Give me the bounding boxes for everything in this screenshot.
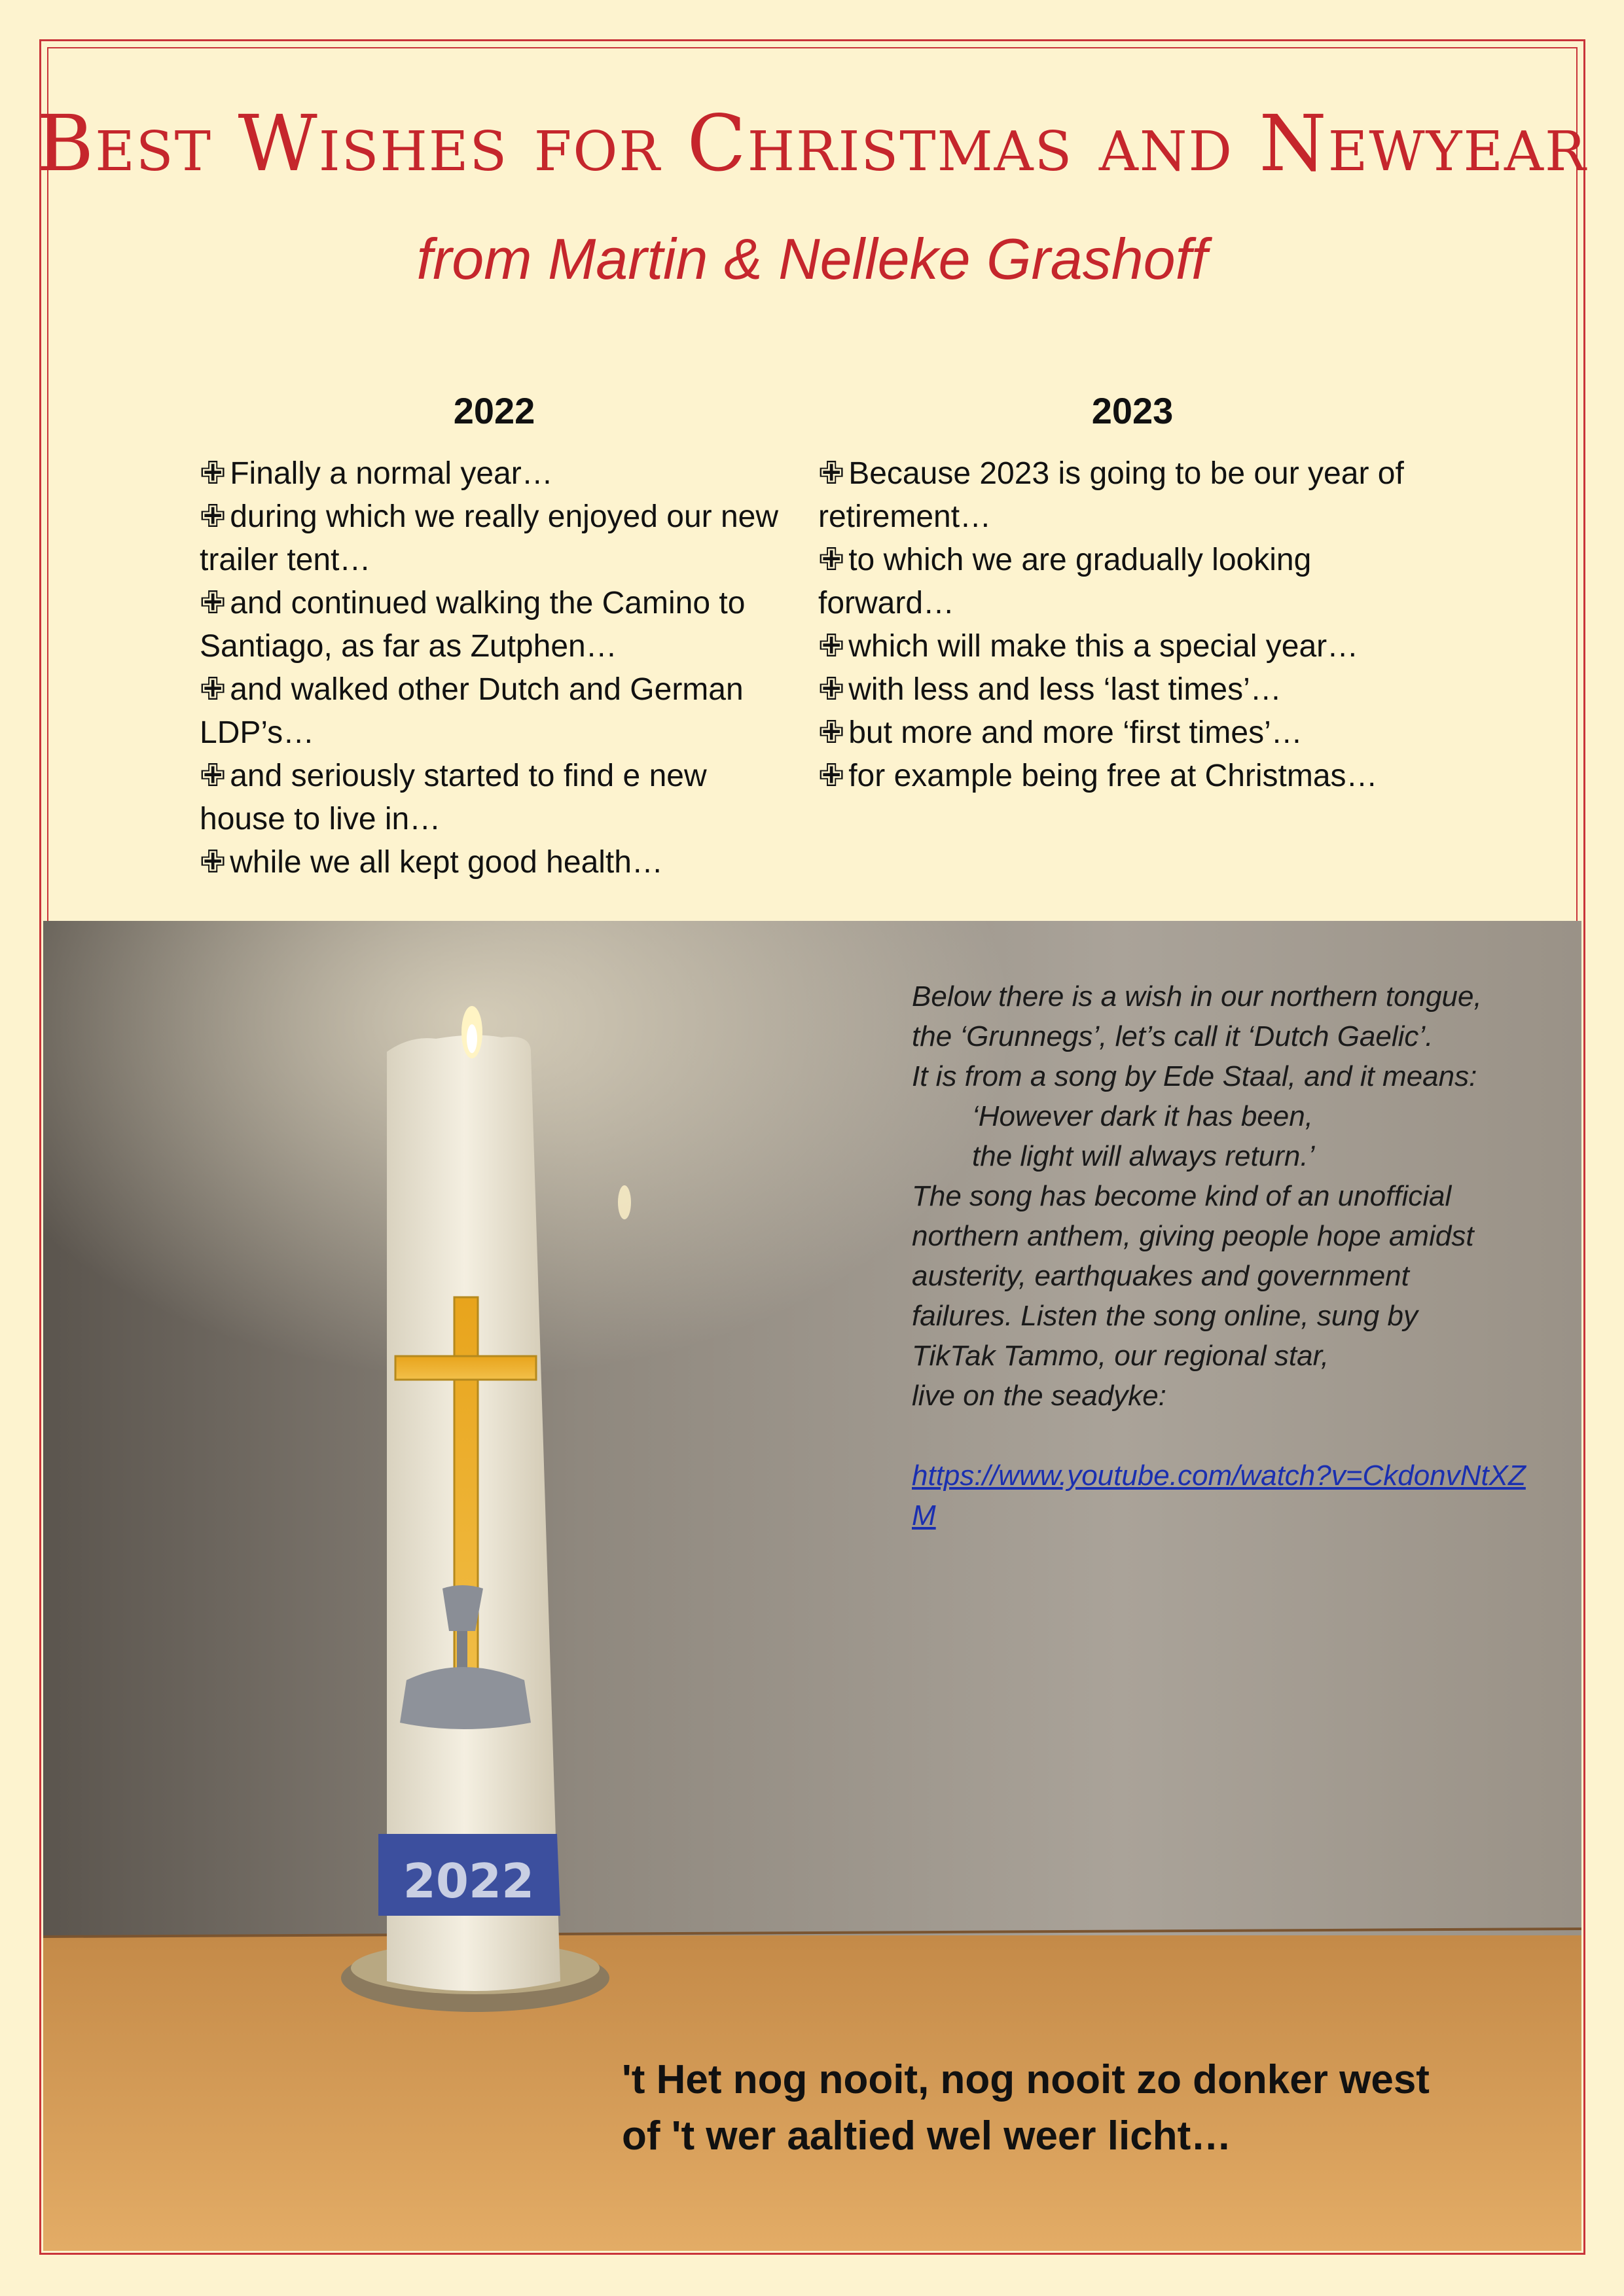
cross-bullet-icon: ✙ <box>200 456 226 491</box>
quote-line: of 't wer aaltied wel weer licht… <box>622 2113 1232 2159</box>
list-item: ✙ and seriously started to find e new house to live in… <box>200 759 707 836</box>
card-subtitle: from Martin & Nelleke Grashoff <box>416 226 1208 291</box>
song-link-wrapper <box>912 1456 1540 1535</box>
list-item: ✙ to which we are gradually looking forward… <box>818 543 1312 620</box>
cross-bullet-icon: ✙ <box>818 672 845 707</box>
candle-band-label: 2022 <box>403 1854 535 1909</box>
song-note <box>912 977 1540 1535</box>
translation-line: ‘However dark it has been, <box>972 1100 1313 1132</box>
cross-bullet-icon: ✙ <box>200 845 226 880</box>
wishes-list <box>200 452 789 884</box>
note-line: It is from a song by Ede Staal, and it means: <box>912 1060 1477 1092</box>
wishes-list <box>818 452 1447 798</box>
note-line: austerity, earthquakes and government <box>912 1260 1409 1292</box>
list-item: ✙ with less and less ‘last times’… <box>818 672 1282 707</box>
list-item: ✙ and continued walking the Camino to Santiago, as far as Zutphen… <box>200 586 746 664</box>
note-line: TikTak Tammo, our regional star, <box>912 1340 1329 1372</box>
list-item: ✙ Finally a normal year… <box>200 456 553 491</box>
translation-line: the light will always return.’ <box>972 1140 1315 1172</box>
column-heading: 2022 <box>453 390 535 431</box>
cross-bullet-icon: ✙ <box>200 759 226 793</box>
note-line: the ‘Grunnegs’, let’s call it ‘Dutch Gaelic’. <box>912 1020 1434 1052</box>
list-item: ✙ which will make this a special year… <box>818 629 1359 664</box>
list-item: ✙ but more and more ‘first times’… <box>818 715 1303 750</box>
list-item: ✙ Because 2023 is going to be our year of retirement… <box>818 456 1404 534</box>
column-2022 <box>200 389 789 884</box>
spacer <box>912 1416 1540 1456</box>
cross-bullet-icon: ✙ <box>200 586 226 620</box>
list-item: ✙ during which we really enjoyed our new trailer tent… <box>200 499 779 577</box>
list-item: ✙ and walked other Dutch and German LDP’s… <box>200 672 744 750</box>
cross-bullet-icon: ✙ <box>818 456 845 491</box>
column-2023 <box>818 389 1447 798</box>
list-item: ✙ for example being free at Christmas… <box>818 759 1378 793</box>
cross-bullet-icon: ✙ <box>200 499 226 534</box>
cross-bullet-icon: ✙ <box>818 715 845 750</box>
cross-bullet-icon: ✙ <box>200 672 226 707</box>
list-item: ✙ while we all kept good health… <box>200 845 663 880</box>
card-title: Best Wishes for Christmas and Newyear <box>37 98 1587 188</box>
song-link[interactable]: https://www.youtube.com/watch?v=CkdonvNtXZM <box>912 1460 1526 1532</box>
note-line: Below there is a wish in our northern tongue, <box>912 980 1482 1013</box>
note-line: failures. Listen the song online, sung by <box>912 1300 1418 1332</box>
note-line: The song has become kind of an unofficial <box>912 1180 1452 1212</box>
groningen-quote <box>622 2052 1538 2164</box>
cross-bullet-icon: ✙ <box>818 629 845 664</box>
column-heading: 2023 <box>1091 390 1174 431</box>
cross-bullet-icon: ✙ <box>818 543 845 577</box>
quote-line: 't Het nog nooit, nog nooit zo donker west <box>622 2057 1430 2102</box>
note-line: live on the seadyke: <box>912 1380 1166 1412</box>
cross-bullet-icon: ✙ <box>818 759 845 793</box>
note-line: northern anthem, giving people hope amidst <box>912 1220 1474 1252</box>
